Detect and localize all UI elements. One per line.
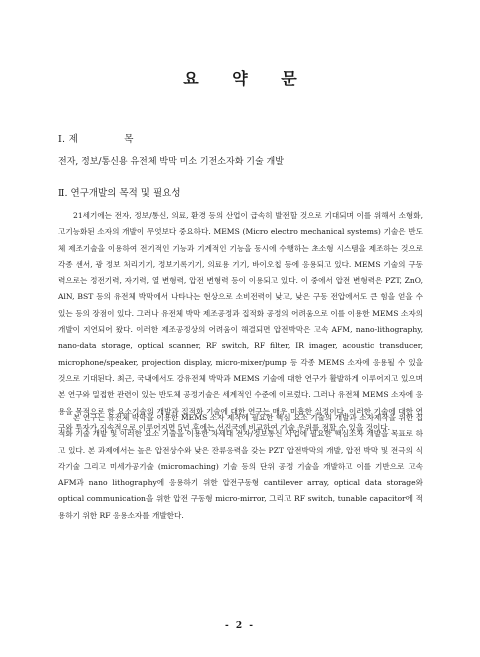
page-number: - 2 - (225, 621, 255, 631)
section-1-number: Ⅰ. (58, 134, 66, 145)
page-title: 요 약 문 (183, 69, 311, 88)
section-1-content: 전자, 정보/통신용 유전체 박막 미소 기전소자화 기술 개발 (58, 157, 284, 167)
section-1-word-1: 제 (68, 134, 79, 145)
section-1-word-2: 목 (124, 134, 134, 145)
section-2-heading: Ⅱ. 연구개발의 목적 및 필요성 (58, 188, 181, 199)
paragraph-1 (58, 208, 423, 436)
paragraph-2 (58, 410, 423, 524)
paragraph-1-text: 21세기에는 전자, 정보/통신, 의료, 환경 등의 산업이 급속히 발전할 것으로 기대되며 이를 위해서 소형화, 고기능화된 소자의 개발이 무엇보다 중요하다. MEMS (Micro electro mechanical systems) 기술은 반도체 제조기술을 이용하여 전기적인 기능과 기계적인 기능을 동시에 수행하는 초소형 시스템을 제조하는 것으로 각종 센서, 광 정보 처리기기, 정보기록기기, 의료용 기기, 바이오칩 등에 응용되고 있다. MEMS 기술의 구동력으로는 정전기력, 자기력, 열 변형력, 압전 변형력 등이 이용되고 있다. 이 중에서 압전 변형력은 PZT, ZnO, AlN, BST 등의 유전체 박막에서 나타나는 현상으로 소비전력이 낮고, 낮은 구동 전압에서도 큰 힘을 얻을 수 있는 등의 장점이 있다. 그러나 유전체 박막 제조공정과 집적화 공정의 어려움으로 이를 이용한 MEMS 소자의 개발이 지연되어 왔다. 이러한 제조공정상의 어려움이 해결되면 압전박막은 고속 AFM, nano-lithography, nano-data storage, optical scanner, RF switch, RF filter, IR imager, acoustic transducer, microphone/speaker, projection display, micro-mixer/pump 등 각종 MEMS 소자에 응용될 수 있을 것으로 기대된다. 최근, 국내에서도 강유전체 박막과 MEMS 기술에 대한 연구가 활발하게 이루어지고 있으며 본 연구와 밀접한 관련이 있는 반도체 공정기술은 세계적인 수준에 이르렀다. 그러나 유전체 MEMS 소자에 응용을 목적으로 한 요소기술의 개발과 집적화 기술에 대한 연구는 매우 미흡한 실정이다. 이러한 기술에 대한 연구와 투자가 지속적으로 이루어지면 5년 후에는 선진국에 비교하여 기술 우위를 점할 수 있을 것이다. (58, 211, 423, 432)
section-1-heading (58, 131, 134, 145)
paragraph-2-text: 본 연구는 유전체 박막을 이용한 MEMS 소자 제작에 필요한 핵심 요소 기술의 개발과 소자제작을 위한 집적화 기술 개발 및 이러한 요소 기술을 이용한 차세대 전자/정보통신 사업에 필요한 핵심소자 개발을 목표로 하고 있다. 본 과제에서는 높은 압전상수와 낮은 잔류응력을 갖는 PZT 압전박막의 개발, 압전 박막 및 전극의 식각기술 그리고 미세가공기술 (micromaching) 기술 등의 단위 공정 기술을 개발하고 이를 기반으로 고속 AFM과 nano lithography에 응용하기 위한 압전구동형 cantilever array, optical data storage와 optical communication을 위한 압전 구동형 micro-mirror, 그리고 RF switch, tunable capacitor에 적용하기 위한 RF 응용소자를 개발한다. (58, 413, 423, 520)
